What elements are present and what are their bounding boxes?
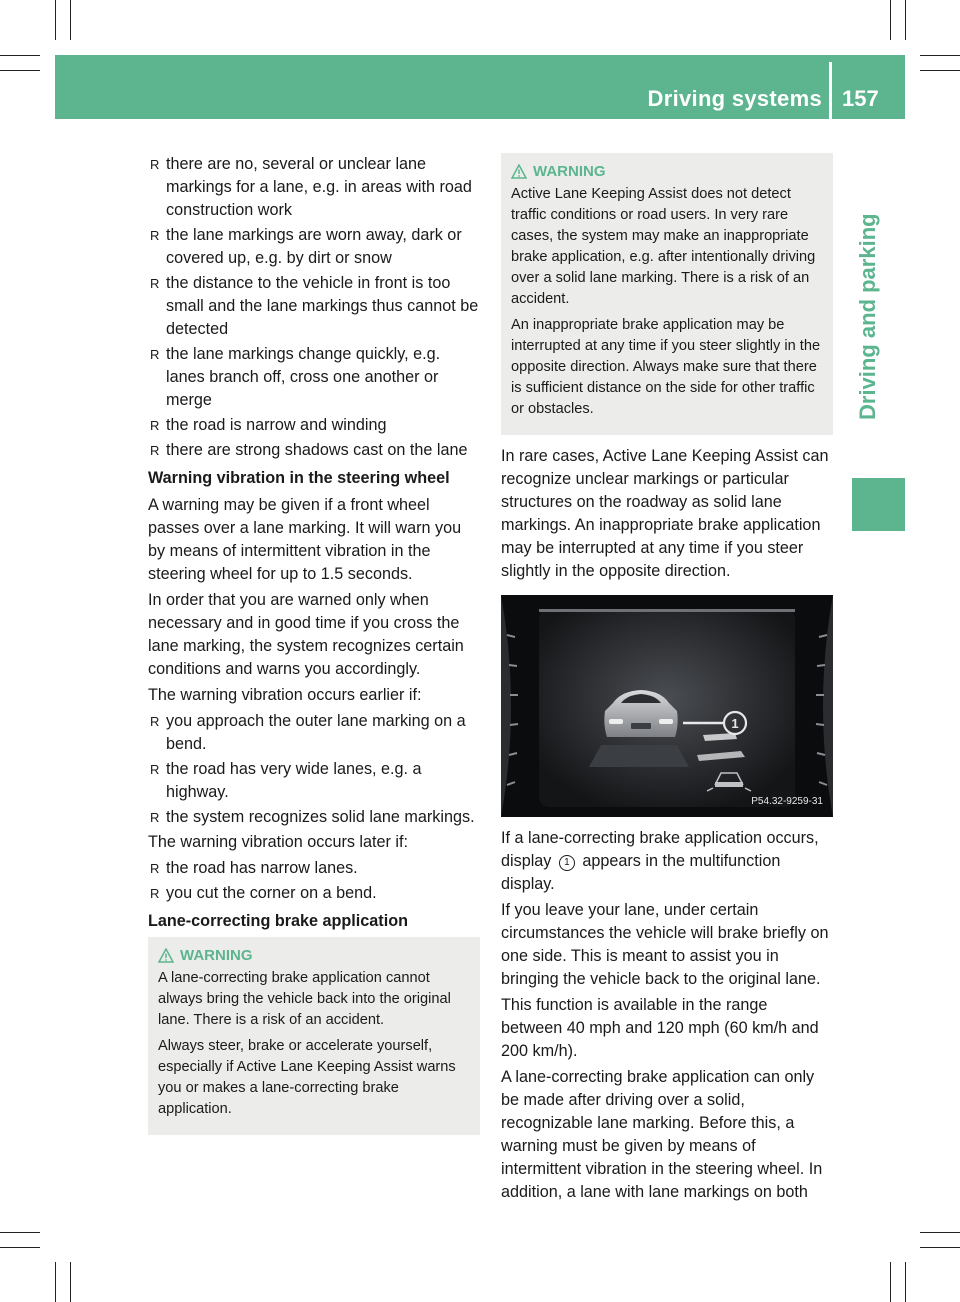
crop-mark xyxy=(55,1262,56,1302)
section-heading: Warning vibration in the steering wheel xyxy=(148,469,450,487)
warning-text: Active Lane Keeping Assist does not detect traffic conditions or road users. In very rare cases, the system may make an inappropriate brake application, e.g. after intentionally driving over a solid lane marking. There is a risk of an accident. xyxy=(511,186,816,307)
crop-mark xyxy=(920,1232,960,1233)
paragraph: This function is available in the range between 40 mph and 120 mph (60 km/h and 200 km/h). xyxy=(501,996,819,1060)
list-item: R there are strong shadows cast on the lane xyxy=(148,439,480,462)
warning-title xyxy=(158,945,470,966)
paragraph: The warning vibration occurs later if: xyxy=(148,833,409,851)
list-item: R you approach the outer lane marking on a bend. xyxy=(148,710,480,756)
warning-label: WARNING xyxy=(180,947,253,964)
warning-text: An inappropriate brake application may be interrupted at any time if you steer slightly in the opposite direction. Always make sure that there is sufficient distance on the side for other traffic or obstacles. xyxy=(511,317,821,417)
list-item: R the road is narrow and winding xyxy=(148,414,480,437)
crop-mark xyxy=(890,1262,891,1302)
header-divider xyxy=(829,62,832,119)
crop-mark xyxy=(0,55,40,56)
warning-text: A lane-correcting brake application cannot always bring the vehicle back into the original lane. There is a risk of an accident. xyxy=(158,970,451,1028)
warning-triangle-icon xyxy=(158,948,174,963)
list-item: R there are no, several or unclear lane markings for a lane, e.g. in areas with road construction work xyxy=(148,153,480,222)
paragraph: In order that you are warned only when necessary and in good time if you cross the lane marking, the system recognizes certain conditions and warns you accordingly. xyxy=(148,591,464,678)
list-item: R the road has narrow lanes. xyxy=(148,857,480,880)
crop-mark xyxy=(70,1262,71,1302)
list-item: R the distance to the vehicle in front is too small and the lane markings thus cannot be detected xyxy=(148,272,480,341)
figure-callout: 1 xyxy=(731,716,739,731)
warning-box xyxy=(148,937,480,1135)
crop-mark xyxy=(920,1247,960,1248)
warning-triangle-icon xyxy=(511,164,527,179)
crop-mark xyxy=(890,0,891,40)
warning-title xyxy=(511,161,823,182)
crop-mark xyxy=(70,0,71,40)
paragraph xyxy=(501,827,833,896)
warning-label: WARNING xyxy=(533,163,606,180)
crop-mark xyxy=(905,0,906,40)
warning-box xyxy=(501,153,833,435)
list-item: R the lane markings are worn away, dark or covered up, e.g. by dirt or snow xyxy=(148,224,480,270)
instrument-cluster-figure xyxy=(501,595,833,817)
right-column xyxy=(501,153,833,1207)
section-tab-label xyxy=(855,360,881,420)
instrument-display-illustration xyxy=(501,595,833,817)
paragraph-text: If a lane-correcting brake application occurs, display xyxy=(501,829,819,870)
display-callout-icon: 1 xyxy=(559,855,575,871)
list-item: R the road has very wide lanes, e.g. a highway. xyxy=(148,758,480,804)
list-item: R you cut the corner on a bend. xyxy=(148,882,480,905)
crop-mark xyxy=(905,1262,906,1302)
left-column xyxy=(148,153,480,1145)
crop-mark xyxy=(0,70,40,71)
section-marker xyxy=(852,478,905,531)
list-item: R the system recognizes solid lane markings. xyxy=(148,806,480,829)
paragraph: The warning vibration occurs earlier if: xyxy=(148,686,422,704)
paragraph: A lane-correcting brake application can only be made after driving over a solid, recognizable lane marking. Before this, a warning must be given by means of intermittent vibration in the steering wheel. In addition, a lane with lane markings on both xyxy=(501,1068,823,1201)
figure-code: P54.32-9259-31 xyxy=(751,796,823,807)
crop-mark xyxy=(920,55,960,56)
crop-mark xyxy=(55,0,56,40)
crop-mark xyxy=(0,1232,40,1233)
page-title: Driving systems xyxy=(647,86,822,111)
crop-mark xyxy=(0,1247,40,1248)
paragraph-text: appears in the multifunction display. xyxy=(501,852,781,893)
paragraph: In rare cases, Active Lane Keeping Assist can recognize unclear markings or particular structures on the roadway as solid lane markings. An inappropriate brake application may be interrupted at any time if you steer slightly in the opposite direction. xyxy=(501,447,829,580)
crop-mark xyxy=(920,70,960,71)
page-number: 157 xyxy=(842,86,879,111)
section-heading: Lane-correcting brake application xyxy=(148,912,408,930)
warning-text: Always steer, brake or accelerate yourself, especially if Active Lane Keeping Assist warns you or makes a lane-correcting brake application. xyxy=(158,1038,456,1117)
list-item: R the lane markings change quickly, e.g. lanes branch off, cross one another or merge xyxy=(148,343,480,412)
paragraph: A warning may be given if a front wheel passes over a lane marking. It will warn you by means of intermittent vibration in the steering wheel for up to 1.5 seconds. xyxy=(148,496,462,583)
paragraph: If you leave your lane, under certain circumstances the vehicle will brake briefly on one side. This is meant to assist you in bringing the vehicle back to the original lane. xyxy=(501,901,829,988)
